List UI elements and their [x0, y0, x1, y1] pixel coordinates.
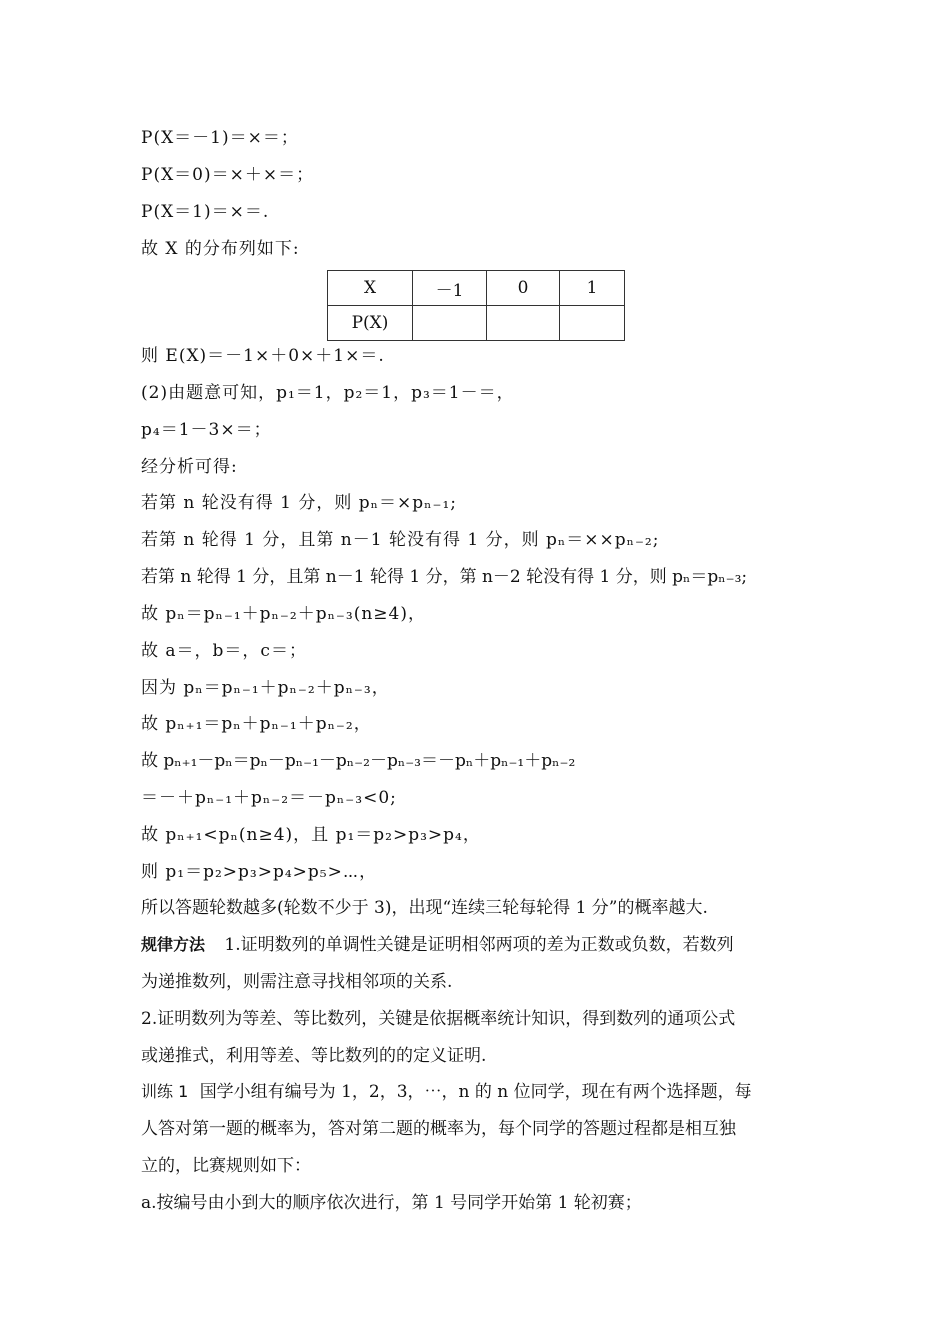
text-line: 若第 n 轮得 1 分，且第 n－1 轮得 1 分，第 n－2 轮没有得 1 分，则 pₙ＝pₙ₋₃;	[141, 567, 748, 587]
exercise-title: 训练 1	[141, 1082, 189, 1101]
equation-line: 故 pₙ₊₁<pₙ(n≥4)，且 p₁＝p₂>p₃>p₄，	[141, 825, 481, 845]
table-cell	[413, 306, 487, 341]
equation-line: 故 pₙ＝pₙ₋₁＋pₙ₋₂＋pₙ₋₃(n≥4)，	[141, 604, 426, 624]
table-cell: 1	[560, 271, 625, 306]
table-cell: X	[328, 271, 413, 306]
exercise-text: 立的，比赛规则如下：	[141, 1156, 311, 1176]
equation-line: 故 pₙ₊₁－pₙ＝pₙ－pₙ₋₁－pₙ₋₂－pₙ₋₃＝－pₙ＋pₙ₋₁＋pₙ₋₂	[141, 751, 576, 771]
method-text: 为递推数列，则需注意寻找相邻项的关系.	[141, 972, 453, 992]
method-paragraph-1	[141, 934, 734, 956]
equation-line: p₄＝1－3×＝；	[141, 420, 272, 440]
text-line: 经分析可得:	[141, 457, 238, 477]
table-cell: －1	[413, 271, 487, 306]
text-line: 所以答题轮数越多(轮数不少于 3)，出现“连续三轮每轮得 1 分”的概率越大.	[141, 898, 708, 918]
method-text: 或递推式，利用等差、等比数列的的定义证明.	[141, 1046, 487, 1066]
text-line: (2)由题意可知，p₁＝1，p₂＝1，p₃＝1－＝，	[141, 383, 515, 403]
table-row	[328, 271, 625, 306]
method-paragraph-2: 2.证明数列为等差、等比数列，关键是依据概率统计知识，得到数列的通项公式	[141, 1009, 736, 1029]
table-cell: P(X)	[328, 306, 413, 341]
table-cell	[560, 306, 625, 341]
equation-line: 因为 pₙ＝pₙ₋₁＋pₙ₋₂＋pₙ₋₃，	[141, 678, 390, 698]
text-line: 故 X 的分布列如下:	[141, 239, 300, 259]
method-text: 1.证明数列的单调性关键是证明相邻两项的差为正数或负数，若数列	[224, 935, 734, 955]
text-line: 若第 n 轮没有得 1 分，则 pₙ＝×pₙ₋₁;	[141, 493, 458, 513]
table-cell: 0	[487, 271, 560, 306]
exercise-text: 国学小组有编号为 1，2，3，⋯，n 的 n 位同学，现在有两个选择题，每	[199, 1082, 752, 1102]
table-row	[328, 306, 625, 341]
exercise-text: 人答对第一题的概率为，答对第二题的概率为，每个同学的答题过程都是相互独	[141, 1119, 736, 1139]
equation-line: 则 E(X)＝－1×＋0×＋1×＝.	[141, 346, 385, 366]
method-title: 规律方法	[141, 935, 206, 954]
distribution-table	[327, 270, 625, 341]
equation-line: 故 pₙ₊₁＝pₙ＋pₙ₋₁＋pₙ₋₂，	[141, 714, 372, 734]
equation-line: P(X＝0)＝×＋×＝；	[141, 165, 315, 185]
equation-line: 故 a＝，b＝，c＝；	[141, 641, 307, 661]
equation-line: ＝－＋pₙ₋₁＋pₙ₋₂＝－pₙ₋₃<0;	[141, 788, 397, 808]
equation-line: P(X＝－1)＝×＝；	[141, 128, 299, 148]
text-line: 若第 n 轮得 1 分，且第 n－1 轮没有得 1 分，则 pₙ＝××pₙ₋₂;	[141, 530, 660, 550]
table-cell	[487, 306, 560, 341]
exercise-text: a.按编号由小到大的顺序依次进行，第 1 号同学开始第 1 轮初赛；	[141, 1193, 642, 1213]
equation-line: 则 p₁＝p₂>p₃>p₄>p₅>⋯，	[141, 862, 378, 882]
exercise-paragraph	[141, 1081, 752, 1103]
equation-line: P(X＝1)＝×＝.	[141, 202, 270, 222]
